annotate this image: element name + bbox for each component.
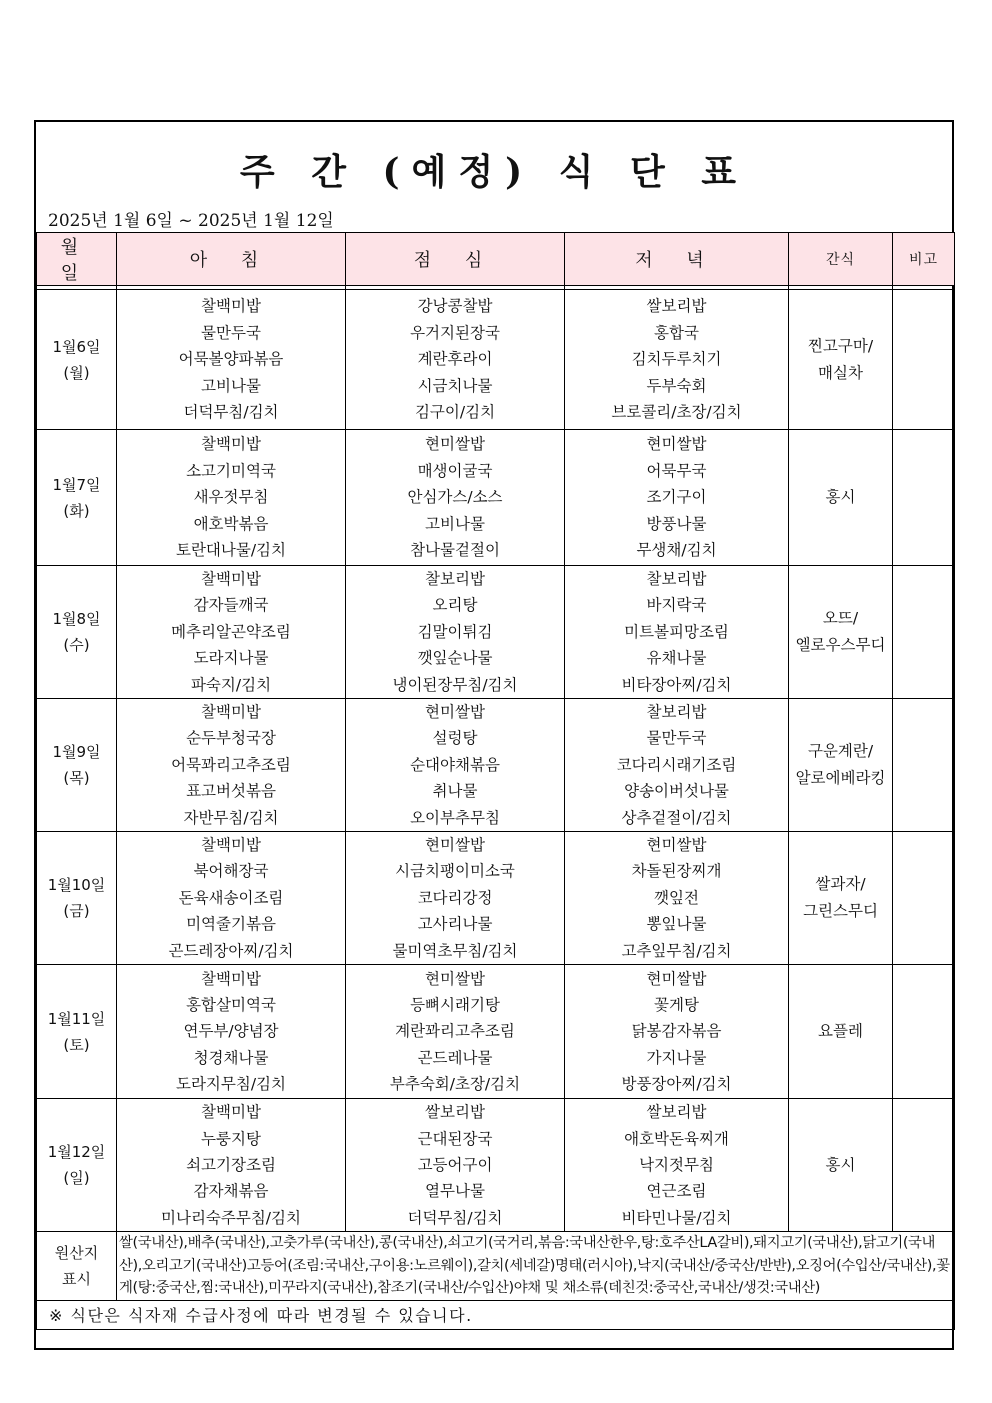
breakfast-item: 고비나물 <box>201 376 261 395</box>
lunch-cell <box>346 1099 565 1232</box>
lunch-item: 근대된장국 <box>417 1129 493 1148</box>
day-label <box>37 566 117 699</box>
breakfast-item: 도라지무침/김치 <box>175 1075 287 1094</box>
note-cell <box>893 1099 955 1232</box>
lunch-item: 오이부추무침 <box>410 808 500 827</box>
lunch-item: 참나물겉절이 <box>410 541 500 560</box>
dinner-item: 상추겉절이/김치 <box>621 808 732 827</box>
breakfast-item: 찰백미밥 <box>201 969 261 988</box>
dinner-item: 양송이버섯나물 <box>624 782 729 801</box>
breakfast-item: 돈육새송이조림 <box>178 888 284 907</box>
lunch-item: 곤드레나물 <box>417 1048 493 1067</box>
lunch-item: 순대야채볶음 <box>410 755 500 774</box>
snack-cell <box>789 566 893 699</box>
breakfast-item: 애호박볶음 <box>193 514 269 533</box>
lunch-cell <box>346 566 565 699</box>
day-label <box>37 832 117 965</box>
dinner-item: 애호박돈육찌개 <box>624 1129 729 1148</box>
dinner-cell <box>565 699 789 832</box>
breakfast-item: 북어해장국 <box>193 862 269 881</box>
dinner-item: 닭봉감자볶음 <box>631 1022 722 1041</box>
breakfast-item: 연두부/양념장 <box>183 1022 279 1041</box>
dinner-item: 가지나물 <box>646 1048 707 1067</box>
breakfast-cell <box>117 430 346 566</box>
lunch-cell <box>346 699 565 832</box>
day-row <box>37 290 955 430</box>
dinner-item: 비타민나물/김치 <box>621 1208 732 1227</box>
lunch-item: 현미쌀밥 <box>425 703 485 722</box>
note-cell <box>893 430 955 566</box>
dinner-item: 방풍장아찌/김치 <box>621 1075 732 1094</box>
dinner-item: 현미쌀밥 <box>646 969 707 988</box>
header-day: 월 일 <box>37 233 117 286</box>
lunch-item: 취나물 <box>432 782 478 801</box>
dinner-item: 브로콜리/초장/김치 <box>611 403 742 422</box>
lunch-item: 쌀보리밥 <box>425 1103 485 1122</box>
day-date: 1월10일 <box>47 876 106 895</box>
day-row <box>37 1099 955 1232</box>
dinner-item: 현미쌀밥 <box>646 836 707 855</box>
snack-item: 오뜨/ <box>822 609 859 628</box>
breakfast-item: 찰백미밥 <box>201 836 261 855</box>
dinner-item: 김치두루치기 <box>631 350 722 369</box>
dinner-item: 미트볼피망조림 <box>624 622 729 641</box>
breakfast-item: 소고기미역국 <box>186 461 276 480</box>
lunch-item: 오리탕 <box>432 596 478 615</box>
day-date: 1월11일 <box>47 1009 106 1028</box>
day-row <box>37 965 955 1099</box>
lunch-item: 고사리나물 <box>417 915 493 934</box>
lunch-item: 등뼈시래기탕 <box>410 995 500 1014</box>
page-title: 주 간 (예정) 식 단 표 <box>239 151 749 193</box>
day-weekday: (일) <box>63 1169 90 1188</box>
breakfast-cell <box>117 566 346 699</box>
lunch-item: 냉이된장무침/김치 <box>392 675 518 694</box>
footer-note: ※ 식단은 식자재 수급사정에 따라 변경될 수 있습니다. <box>37 1300 955 1329</box>
origin-label-line-1: 원산지 <box>54 1243 99 1262</box>
dinner-item: 무생채/김치 <box>636 541 717 560</box>
day-date: 1월7일 <box>52 475 101 494</box>
breakfast-item: 감자채볶음 <box>193 1182 269 1201</box>
dinner-item: 홍합국 <box>654 323 699 342</box>
menu-body <box>37 290 955 1232</box>
snack-item: 찐고구마/ <box>807 336 874 355</box>
lunch-item: 코다리강정 <box>417 888 493 907</box>
dinner-item: 쌀보리밥 <box>646 1103 707 1122</box>
dinner-item: 두부숙회 <box>646 376 707 395</box>
breakfast-item: 어묵볼양파볶음 <box>178 350 284 369</box>
dinner-item: 어묵무국 <box>646 461 707 480</box>
breakfast-item: 찰백미밥 <box>201 1103 261 1122</box>
day-label <box>37 430 117 566</box>
lunch-item: 김구이/김치 <box>414 403 496 422</box>
lunch-item: 찰보리밥 <box>425 570 485 588</box>
dinner-item: 연근조림 <box>646 1182 707 1201</box>
snack-item: 홍시 <box>825 488 856 506</box>
snack-cell <box>789 699 893 832</box>
breakfast-item: 미역줄기볶음 <box>186 915 276 934</box>
lunch-item: 계란후라이 <box>417 350 493 369</box>
note-cell <box>893 290 955 430</box>
breakfast-cell <box>117 1099 346 1232</box>
dinner-item: 조기구이 <box>646 488 707 507</box>
day-weekday: (토) <box>63 1035 90 1054</box>
origin-label <box>37 1232 117 1301</box>
breakfast-item: 표고버섯볶음 <box>186 782 276 801</box>
breakfast-item: 파숙지/김치 <box>190 675 272 694</box>
dinner-item: 낙지젓무침 <box>639 1155 714 1174</box>
snack-item: 요플레 <box>818 1022 863 1041</box>
breakfast-item: 찰백미밥 <box>201 570 261 588</box>
day-label <box>37 290 117 430</box>
day-label <box>37 699 117 832</box>
day-row <box>37 566 955 699</box>
dinner-cell <box>565 832 789 965</box>
note-cell <box>893 965 955 1099</box>
day-weekday: (화) <box>63 501 90 520</box>
breakfast-item: 찰백미밥 <box>201 435 261 454</box>
header-lunch: 점 심 <box>346 233 565 286</box>
dinner-item: 바지락국 <box>646 596 707 615</box>
lunch-item: 깻잎순나물 <box>417 649 493 668</box>
breakfast-item: 누룽지탕 <box>201 1129 261 1148</box>
origin-label-line-2: 표시 <box>62 1269 91 1288</box>
dinner-item: 깻잎전 <box>654 888 699 907</box>
day-row <box>37 832 955 965</box>
snack-cell <box>789 832 893 965</box>
lunch-item: 물미역초무침/김치 <box>392 941 518 960</box>
lunch-item: 시금치나물 <box>417 376 493 395</box>
day-weekday: (수) <box>63 636 90 655</box>
lunch-item: 매생이굴국 <box>417 461 493 480</box>
dinner-cell <box>565 566 789 699</box>
lunch-item: 고등어구이 <box>417 1155 493 1174</box>
snack-item: 홍시 <box>825 1155 856 1174</box>
breakfast-item: 곤드레장아찌/김치 <box>168 941 294 960</box>
breakfast-item: 쇠고기장조림 <box>186 1155 276 1174</box>
menu-sheet <box>34 120 954 1350</box>
lunch-item: 더덕무침/김치 <box>407 1208 503 1227</box>
breakfast-item: 도라지나물 <box>193 649 269 668</box>
day-row <box>37 430 955 566</box>
dinner-item: 쌀보리밥 <box>646 297 707 316</box>
dinner-item: 방풍나물 <box>646 514 707 533</box>
lunch-item: 고비나물 <box>425 514 485 533</box>
footer-row <box>37 1300 955 1329</box>
dinner-item: 찰보리밥 <box>646 703 707 722</box>
header-dinner: 저 녁 <box>565 233 789 286</box>
origin-text: 쌀(국내산),배추(국내산),고춧가루(국내산),콩(국내산),쇠고기(국거리,볶음:국내산한우,탕:호주산LA갈비),돼지고기(국내산),닭고기(국내산),오리고기(국내산)고등어(조림:국내산,구이용:노르웨이),갈치(세네갈)명태(러시아),낙지(국내산/중국산/반반),오징어(수입산/국내산),꽃게(탕:중국산,찜:국내산),미꾸라지(국내산),참조기(국내산/수입산)야채 및 채소류(데친것:중국산,국내산/생것:국내산) <box>117 1232 955 1301</box>
dinner-item: 현미쌀밥 <box>646 435 707 454</box>
breakfast-item: 새우젓무침 <box>193 488 269 507</box>
breakfast-cell <box>117 965 346 1099</box>
snack-cell <box>789 1099 893 1232</box>
breakfast-item: 물만두국 <box>201 323 261 342</box>
dinner-item: 비타장아찌/김치 <box>621 675 732 694</box>
dinner-item: 꽃게탕 <box>654 995 699 1014</box>
dinner-item: 물만두국 <box>646 729 707 748</box>
header-note: 비고 <box>893 233 955 286</box>
lunch-item: 현미쌀밥 <box>425 836 485 855</box>
lunch-cell <box>346 965 565 1099</box>
lunch-item: 시금치팽이미소국 <box>395 862 515 881</box>
dinner-item: 유채나물 <box>646 649 707 668</box>
dinner-item: 뽕잎나물 <box>646 915 707 934</box>
breakfast-item: 홍합살미역국 <box>186 995 276 1014</box>
snack-cell <box>789 965 893 1099</box>
day-label <box>37 1099 117 1232</box>
lunch-item: 현미쌀밥 <box>425 435 485 454</box>
dinner-cell <box>565 290 789 430</box>
breakfast-cell <box>117 290 346 430</box>
breakfast-item: 메추리알곤약조림 <box>171 622 291 641</box>
day-date: 1월8일 <box>52 610 101 629</box>
breakfast-item: 토란대나물/김치 <box>175 541 287 560</box>
lunch-item: 강낭콩찰밥 <box>417 297 493 316</box>
header-snack: 간식 <box>789 233 893 286</box>
lunch-item: 부추숙회/초장/김치 <box>389 1075 521 1094</box>
note-cell <box>893 832 955 965</box>
day-date: 1월12일 <box>47 1143 106 1162</box>
breakfast-item: 순두부청국장 <box>186 729 276 748</box>
lunch-item: 우거지된장국 <box>410 323 500 342</box>
day-weekday: (목) <box>63 769 90 788</box>
lunch-cell <box>346 290 565 430</box>
breakfast-item: 미나리숙주무침/김치 <box>161 1208 301 1227</box>
day-weekday: (금) <box>63 902 90 921</box>
breakfast-cell <box>117 699 346 832</box>
snack-cell <box>789 430 893 566</box>
dinner-item: 코다리시래기조림 <box>616 755 737 774</box>
lunch-item: 설렁탕 <box>432 729 478 748</box>
lunch-item: 김말이튀김 <box>417 622 493 641</box>
snack-item: 구운계란/ <box>807 742 874 761</box>
lunch-cell <box>346 832 565 965</box>
breakfast-item: 더덕무침/김치 <box>183 403 279 422</box>
snack-item: 엘로우스무디 <box>795 636 886 655</box>
snack-item: 매실차 <box>818 363 863 382</box>
weekly-menu-table <box>36 232 955 1330</box>
dinner-item: 차돌된장찌개 <box>631 862 722 881</box>
header-breakfast: 아 침 <box>117 233 346 286</box>
day-label <box>37 965 117 1099</box>
origin-row <box>37 1232 955 1301</box>
day-weekday: (월) <box>63 363 90 382</box>
lunch-item: 열무나물 <box>425 1182 485 1201</box>
lunch-item: 계란꽈리고추조림 <box>395 1022 515 1041</box>
day-date: 1월6일 <box>52 337 101 356</box>
dinner-cell <box>565 430 789 566</box>
breakfast-cell <box>117 832 346 965</box>
lunch-item: 현미쌀밥 <box>425 969 485 988</box>
breakfast-item: 자반무침/김치 <box>183 808 279 827</box>
snack-item: 그린스무디 <box>803 902 878 921</box>
header-row <box>37 233 955 286</box>
note-cell <box>893 699 955 832</box>
lunch-cell <box>346 430 565 566</box>
breakfast-item: 찰백미밥 <box>201 703 261 722</box>
breakfast-item: 찰백미밥 <box>201 297 261 316</box>
day-row <box>37 699 955 832</box>
snack-cell <box>789 290 893 430</box>
breakfast-item: 청경채나물 <box>193 1048 269 1067</box>
snack-item: 알로에베라킹 <box>795 769 886 788</box>
breakfast-item: 감자들깨국 <box>193 596 269 615</box>
day-date: 1월9일 <box>52 743 101 762</box>
dinner-cell <box>565 965 789 1099</box>
dinner-cell <box>565 1099 789 1232</box>
snack-item: 쌀과자/ <box>815 875 866 894</box>
dinner-item: 고추잎무침/김치 <box>621 941 732 960</box>
lunch-item: 안심가스/소스 <box>407 488 503 507</box>
period-range: 2025년 1월 6일 ~ 2025년 1월 12일 <box>48 211 334 231</box>
note-cell <box>893 566 955 699</box>
breakfast-item: 어묵꽈리고추조림 <box>171 755 291 774</box>
dinner-item: 찰보리밥 <box>646 570 707 588</box>
